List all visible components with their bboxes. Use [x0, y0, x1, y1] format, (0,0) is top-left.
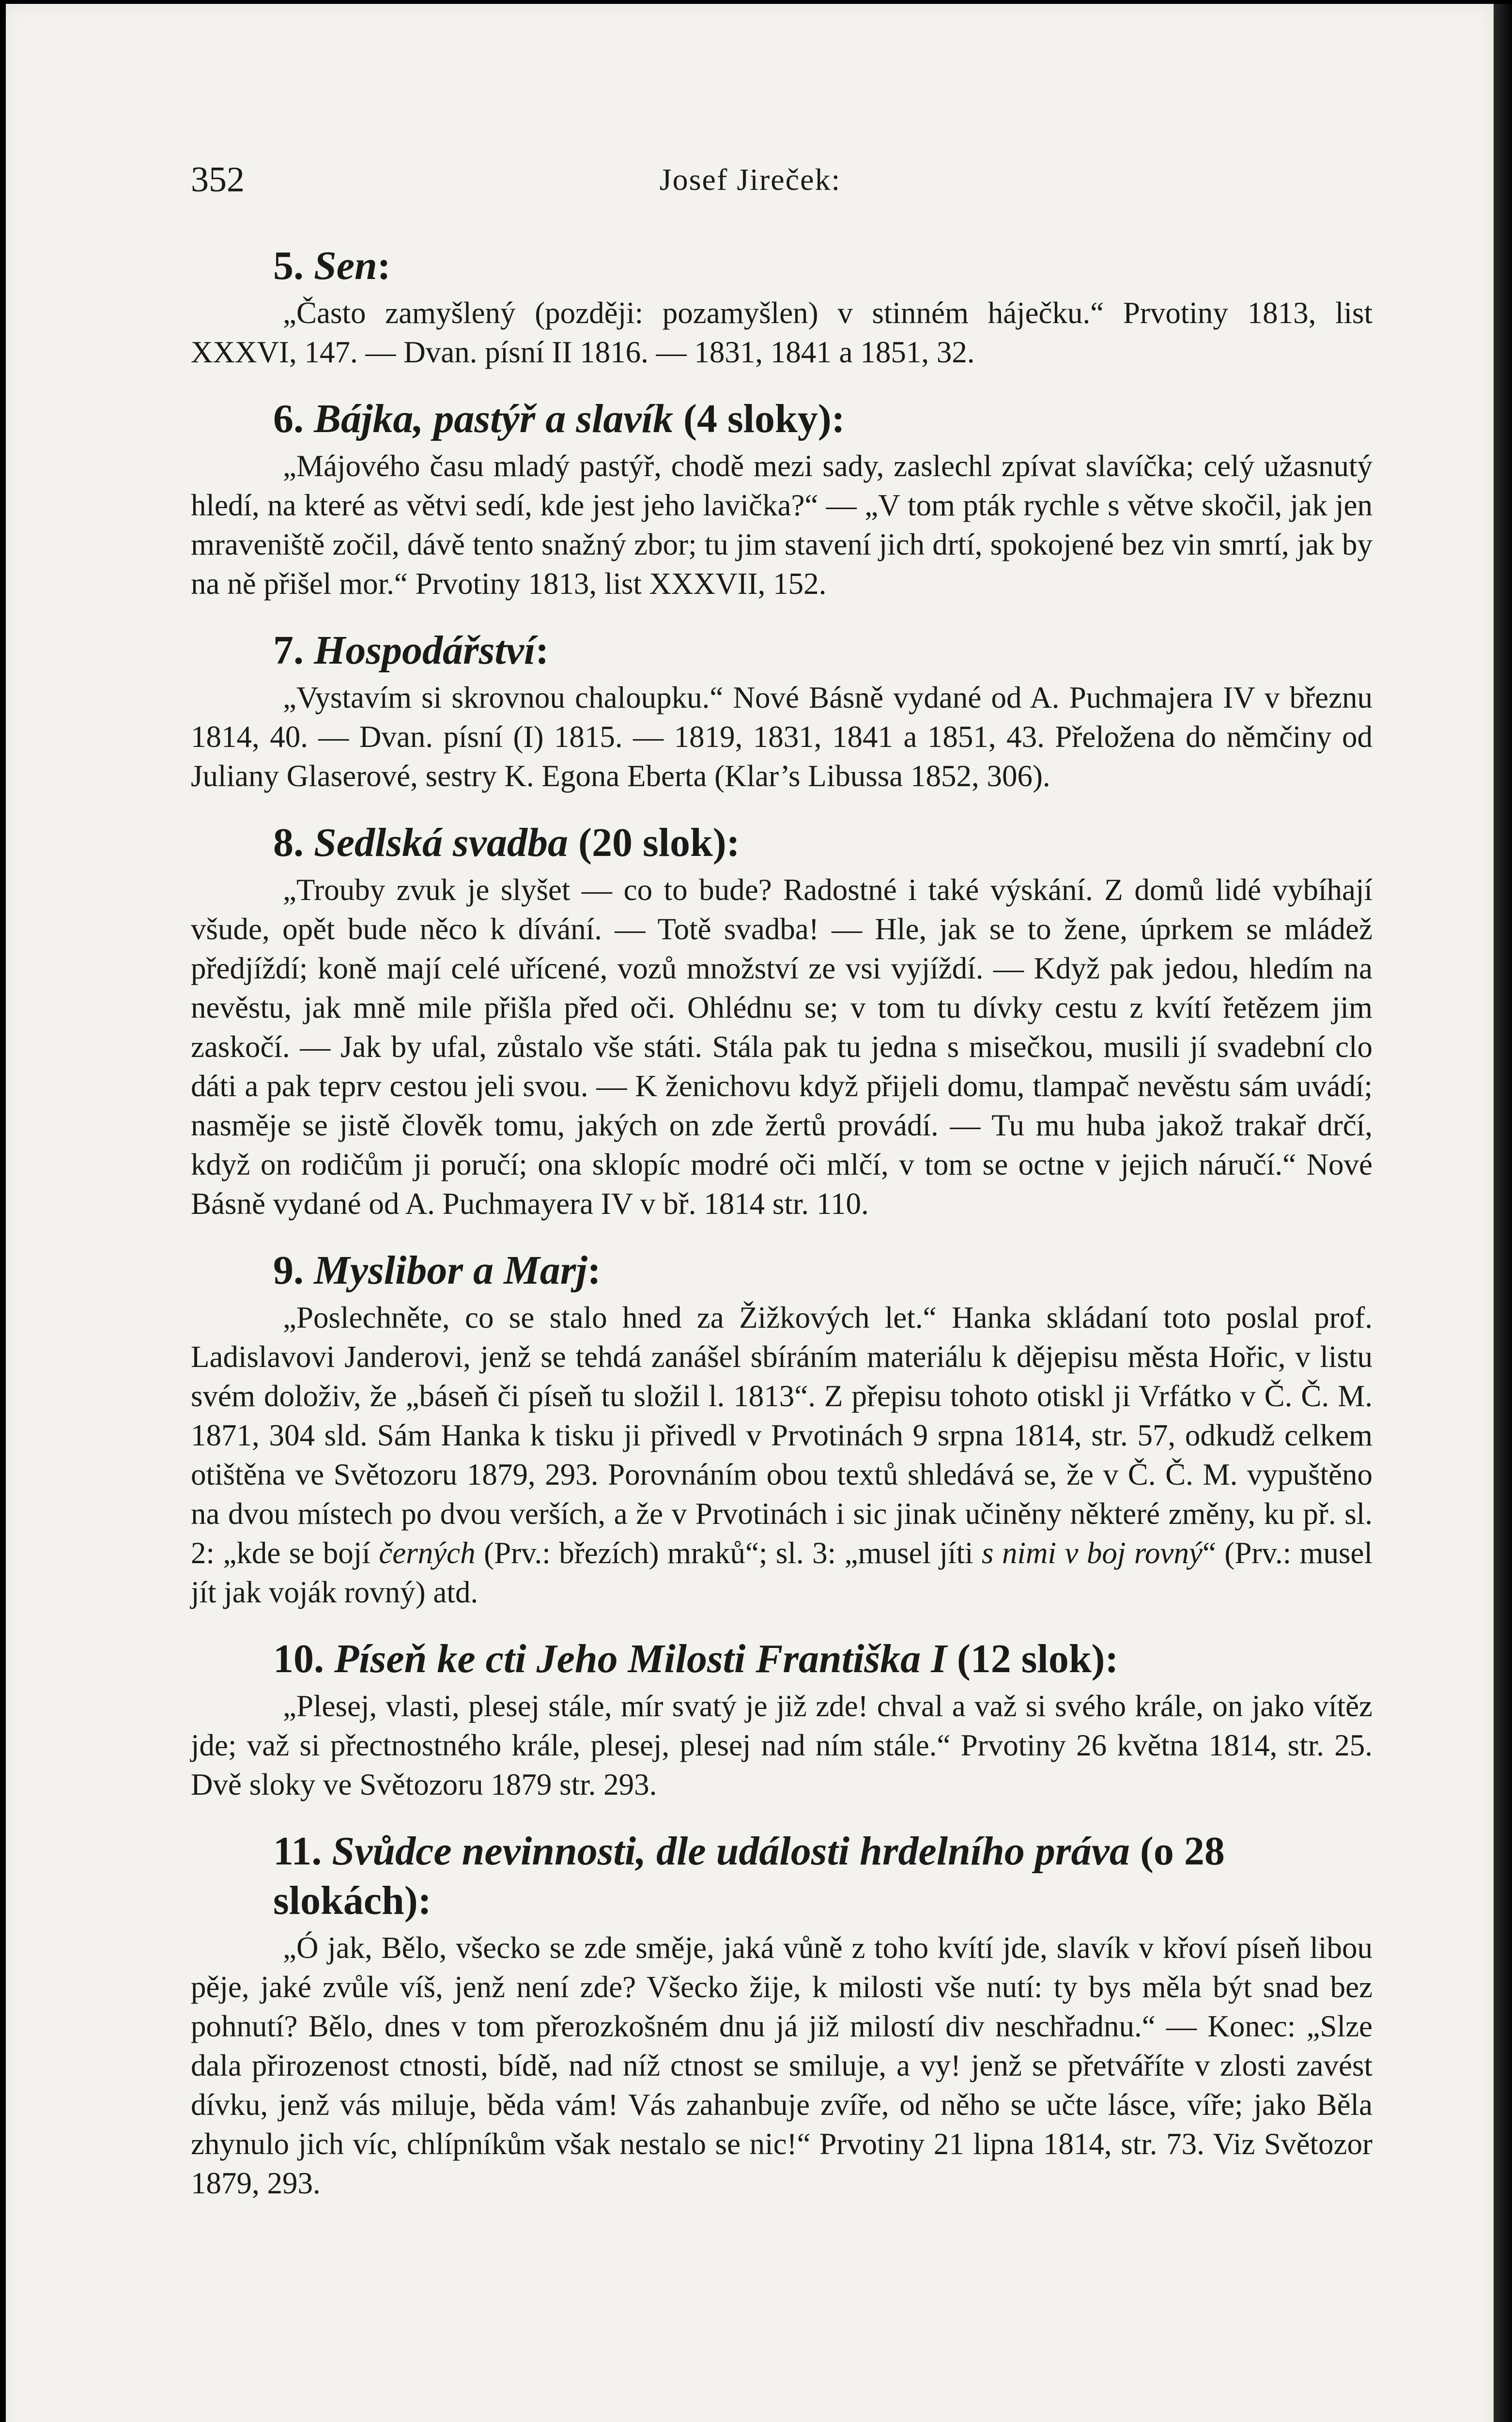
entry-title: Sedlská svadba [314, 820, 568, 865]
entry-number: 10. [273, 1636, 324, 1681]
entry-number: 7. [273, 628, 304, 673]
entry-title: Hospodářství [314, 628, 536, 673]
entry-number: 5. [273, 243, 304, 288]
entry-heading [191, 818, 1373, 868]
entry-title: Píseň ke cti Jeho Milosti Františka I [334, 1636, 947, 1681]
entry-number: 11. [273, 1829, 322, 1874]
entry-suffix: : [377, 243, 391, 288]
entry-8 [191, 818, 1373, 1224]
entry-text: „Májového času mladý pastýř, chodě mezi sady, zaslechl zpívat slavíčka; celý užasnutý hledí, na které as větvi sedí, kde jest jeho lavička?“ — „V tom pták rychle s větve skočil, jak jen mraveniště zočil, dávě tento snažný zbor; tu jim stavení jich drtí, spokojené bez vin smrtí, jak by na ně přišel mor.“ Prvotiny 1813, list XXXVII, 152. [191, 449, 1373, 601]
entry-number: 6. [273, 396, 304, 441]
entry-heading [191, 626, 1373, 675]
entry-heading [191, 1634, 1373, 1684]
entry-text-emphasis: s nimi v boj rovný [982, 1536, 1203, 1570]
entry-title: Myslibor a Marj [314, 1248, 587, 1293]
entry-text-part: „Poslechněte, co se stalo hned za Žižkových let.“ Hanka skládaní toto poslal prof. Ladislavovi Janderovi, jenž se tehdá zanášel sbíráním materiálu k dějepisu města Hořic, v listu svém doloživ, že „báseň či píseň tu složil l. 1813“. Z přepisu tohoto otiskl ji Vrfátko v Č. Č. M. 1871, 304 sld. Sám Hanka k tisku ji přivedl v Prvotinách 9 srpna 1814, str. 57, odkudž celkem otištěna ve Světozoru 1879, 293. Porovnáním obou textů shledává se, že v Č. Č. M. vypuštěno na dvou místech po dvou verších, a že v Prvotinách i sic jinak učiněny některé změny, ku př. sl. 2: „kde se bojí [191, 1301, 1373, 1570]
entry-10 [191, 1634, 1373, 1804]
page-header [191, 158, 1310, 202]
entry-title: Bájka, pastýř a slavík [314, 396, 674, 441]
entry-text-part: “ (Prv.: musel jít jak voják rovný) atd. [191, 1536, 1373, 1609]
entry-heading [191, 394, 1373, 444]
entry-text-emphasis: černých [379, 1536, 476, 1570]
scan-edge [1494, 4, 1512, 2422]
entry-suffix: (20 slok): [578, 820, 740, 865]
entry-9 [191, 1246, 1373, 1612]
entry-6 [191, 394, 1373, 604]
entry-text: „Plesej, vlasti, plesej stále, mír svatý je již zde! chval a važ si svého krále, on jako vítěz jde; važ si přectnostného krále, plesej, plesej nad ním stále.“ Prvotiny 26 května 1814, str. 25. Dvě sloky ve Světozoru 1879 str. 293. [191, 1689, 1373, 1801]
entry-text: „Ó jak, Bělo, všecko se zde směje, jaká vůně z toho kvítí jde, slavík v křoví píseň libou pěje, jaké zvůle víš, jenž není zde? Všecko žije, k milosti vše nutí: ty bys měla být snad bez pohnutí? Bělo, dnes v tom přerozkošném dnu já již milostí div neschřadnu.“ — Konec: „Slze dala přirozenost ctnosti, bídě, nad níž ctnost se smiluje, a vy! jenž se přetváříte v zlosti zavést dívku, jenž vás miluje, běda vám! Vás zahanbuje zvíře, od něho se učte lásce, víře; jako Běla zhynulo jich víc, chlípníkům však nestalo se nic!“ Prvotiny 21 lipna 1814, str. 73. Viz Světozor 1879, 293. [191, 1931, 1373, 2200]
page-number: 352 [191, 160, 245, 200]
entry-heading [191, 241, 1373, 291]
entry-suffix: (o 28 slokách): [273, 1829, 1225, 1923]
entry-heading [191, 1827, 1373, 1925]
entry-text: „Trouby zvuk je slyšet — co to bude? Radostné i také výskání. Z domů lidé vybíhají všude, opět bude něco k dívání. — Totě svadba! — Hle, jak se to žene, úprkem se mládež předjíždí; koně mají celé uřícené, vozů množství ze vsi vyjíždí. — Když pak jedou, hledím na nevěstu, jak mně mile přišla před oči. Ohlédnu se; v tom tu dívky cestu z kvítí řetězem jim zaskočí. — Jak by ufal, zůstalo vše státi. Stála pak tu jedna s misečkou, musili jí svadební clo dáti a pak teprv cestou jeli svou. — K ženichovu když přijeli domu, tlampač nevěstu sám uvádí; nasměje se jistě člověk tomu, jakých on zde žertů provádí. — Tu mu huba jakož trakař drčí, když on rodičům ji poručí; ona sklopíc modré oči mlčí, v tom se octne v jejich náručí.“ Nové Básně vydané od A. Puchmayera IV v bř. 1814 str. 110. [191, 873, 1373, 1221]
entry-number: 8. [273, 820, 304, 865]
book-page [6, 4, 1494, 2422]
entry-suffix: : [587, 1248, 601, 1293]
entry-7 [191, 626, 1373, 796]
entry-5 [191, 241, 1373, 372]
page-content [191, 241, 1373, 2203]
entry-heading [191, 1246, 1373, 1295]
entry-text: „Často zamyšlený (později: pozamyšlen) v stinném háječku.“ Prvotiny 1813, list XXXVI, 147. — Dvan. písní II 1816. — 1831, 1841 a 1851, 32. [191, 296, 1373, 369]
entry-text-part: (Prv.: březích) mraků“; sl. 3: „musel jíti [475, 1536, 982, 1570]
entry-suffix: : [535, 628, 549, 673]
entry-number: 9. [273, 1248, 304, 1293]
entry-text [191, 1298, 1373, 1612]
entry-11 [191, 1827, 1373, 2203]
running-head: Josef Jireček: [659, 162, 841, 197]
entry-text: „Vystavím si skrovnou chaloupku.“ Nové Básně vydané od A. Puchmajera IV v březnu 1814, 40. — Dvan. písní (I) 1815. — 1819, 1831, 1841 a 1851, 43. Přeložena do němčiny od Juliany Glaserové, sestry K. Egona Eberta (Klar’s Libussa 1852, 306). [191, 681, 1373, 793]
entry-suffix: (12 slok): [957, 1636, 1119, 1681]
entry-title: Sen [314, 243, 377, 288]
entry-title: Svůdce nevinnosti, dle události hrdelního práva [332, 1829, 1130, 1874]
entry-suffix: (4 sloky): [683, 396, 845, 441]
